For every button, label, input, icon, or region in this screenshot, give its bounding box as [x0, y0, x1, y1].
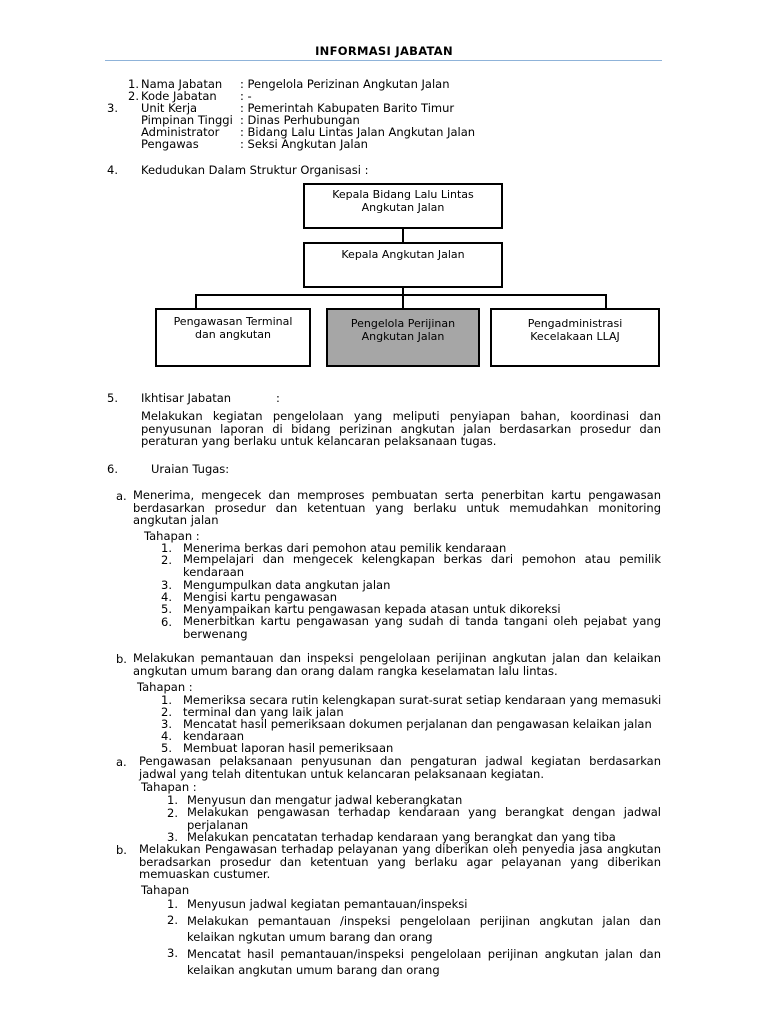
- task-a-step: Menerima berkas dari pemohon atau pemilik kendaraan: [183, 541, 507, 555]
- org-box-permit-manager: [326, 308, 480, 367]
- org-connector-horizontal: [195, 294, 607, 296]
- list-number: 5.: [161, 602, 172, 616]
- task-d-step: Menyusun jadwal kegiatan pemantauan/inspeksi: [187, 897, 468, 911]
- list-number: 1.: [161, 693, 172, 707]
- list-number: 3.: [161, 578, 172, 592]
- task-b-step: Membuat laporan hasil pemeriksaan: [183, 741, 394, 755]
- list-number: 3.: [167, 830, 178, 844]
- document-title: INFORMASI JABATAN: [315, 44, 453, 58]
- task-a-step: Mempelajari dan mengecek kelengkapan berkas dari pemohon atau pemilik kendaraan: [183, 552, 661, 579]
- section5-heading: Ikhtisar Jabatan: [141, 391, 232, 405]
- task-a-text: Menerima, mengecek dan memproses pembuatan serta penerbitan kartu pengawasan berdasarkan prosedur dan ketentuan yang berlaku untuk memudahkan monitoring angkutan jalan: [133, 488, 661, 527]
- org-box-head-line1: Kepala Bidang Lalu Lintas: [332, 188, 474, 201]
- org-box-mid-label: Kepala Angkutan Jalan: [341, 248, 465, 261]
- section5-colon: :: [276, 391, 280, 405]
- section5-number: 5.: [107, 391, 118, 405]
- org-box-head-of-transport: [303, 242, 503, 288]
- org-box-right-line1: Pengadministrasi: [527, 317, 623, 330]
- task-b-letter: b.: [116, 652, 127, 666]
- identity-value-3: : Pemerintah Kabupaten Barito Timur: [240, 101, 455, 115]
- org-box-left-line1: Pengawasan Terminal: [173, 315, 293, 328]
- org-box-accident-admin: [490, 308, 660, 367]
- identity-label-3: Unit Kerja: [141, 101, 198, 115]
- task-a-step: Mengisi kartu pengawasan: [183, 590, 338, 604]
- list-number: 2.: [167, 806, 178, 820]
- section4-number: 4.: [107, 163, 118, 177]
- org-box-center-line1: Pengelola Perijinan: [350, 317, 456, 330]
- task-b-text: Melakukan pemantauan dan inspeksi pengelolaan perijinan angkutan jalan dan kelaikan angkutan umum barang dan orang dalam rangka keselamatan lalu lintas.: [133, 651, 661, 678]
- task-b-step: terminal dan yang laik jalan: [183, 705, 344, 719]
- task-b-stage-label: Tahapan :: [137, 680, 193, 694]
- task-c-step: Melakukan pengawasan terhadap kendaraan yang berangkat dengan jadwal perjalanan: [187, 805, 661, 832]
- org-box-right-line2: Kecelakaan LLAJ: [530, 330, 620, 343]
- org-connector-right: [605, 294, 607, 309]
- task-d-letter: b.: [116, 843, 127, 857]
- list-number: 2.: [161, 553, 172, 567]
- identity-value-1: : Pengelola Perizinan Angkutan Jalan: [240, 77, 450, 91]
- org-box-left-line2: dan angkutan: [195, 328, 271, 341]
- org-box-terminal-supervision: [155, 308, 311, 367]
- identity-label-6: Pengawas: [141, 137, 199, 151]
- task-c-letter: a.: [116, 755, 127, 769]
- org-box-head-of-division: [303, 183, 503, 229]
- identity-label-5: Administrator: [141, 125, 220, 139]
- task-c-step: Menyusun dan mengatur jadwal keberangkatan: [187, 793, 463, 807]
- identity-label-2: Kode Jabatan: [141, 89, 217, 103]
- identity-num-2: 2.: [128, 89, 139, 103]
- list-number: 4.: [161, 729, 172, 743]
- identity-value-6: : Seksi Angkutan Jalan: [240, 137, 368, 151]
- identity-value-5: : Bidang Lalu Lintas Jalan Angkutan Jalan: [240, 125, 476, 139]
- list-number: 2.: [161, 705, 172, 719]
- section4-heading: Kedudukan Dalam Struktur Organisasi :: [141, 163, 369, 177]
- title-divider: [105, 60, 662, 61]
- task-d-text: Melakukan Pengawasan terhadap pelayanan yang diberikan oleh penyedia jasa angkutan beradsarkan prosedur dan ketentuan yang berlaku agar pelayanan yang diberikan memuaskan custumer.: [139, 842, 661, 881]
- org-box-head-line2: Angkutan Jalan: [361, 201, 445, 214]
- list-number: 4.: [161, 590, 172, 604]
- task-a-step: Menyampaikan kartu pengawasan kepada atasan untuk dikoreksi: [183, 602, 561, 616]
- task-b-step: Memeriksa secara rutin kelengkapan surat-surat setiap kendaraan yang memasuki: [183, 693, 662, 707]
- identity-label-1: Nama Jabatan: [141, 77, 223, 91]
- task-d-step: Melakukan pemantauan /inspeksi pengelolaan perijinan angkutan jalan dan kelaikan ngkutan umum barang dan orang: [187, 914, 661, 944]
- task-a-stage-label: Tahapan :: [144, 529, 200, 543]
- section6-heading: Uraian Tugas:: [151, 462, 230, 476]
- task-d-step: Mencatat hasil pemantauan/inspeksi pengelolaan perijinan angkutan jalan dan kelaikan angkutan umum barang dan orang: [187, 947, 661, 977]
- org-connector-left: [195, 294, 197, 309]
- list-number: 1.: [161, 541, 172, 555]
- list-number: 1.: [167, 897, 178, 911]
- list-number: 3.: [167, 946, 178, 960]
- identity-num-3: 3.: [107, 101, 118, 115]
- task-a-letter: a.: [116, 489, 127, 503]
- org-box-center-line2: Angkutan Jalan: [361, 330, 445, 343]
- identity-num-1: 1.: [128, 77, 139, 91]
- identity-value-4: : Dinas Perhubungan: [240, 113, 360, 127]
- task-a-step: Menerbitkan kartu pengawasan yang sudah di tanda tangani oleh pejabat yang berwenang: [183, 614, 661, 641]
- task-d-stage-label: Tahapan: [141, 883, 190, 897]
- task-c-step: Melakukan pencatatan terhadap kendaraan yang berangkat dan yang tiba: [187, 830, 616, 844]
- section6-number: 6.: [107, 462, 118, 476]
- identity-label-4: Pimpinan Tinggi: [141, 113, 233, 127]
- list-number: 3.: [161, 717, 172, 731]
- task-b-step: kendaraan: [183, 729, 245, 743]
- org-connector-top: [402, 229, 404, 242]
- task-a-step: Mengumpulkan data angkutan jalan: [183, 578, 391, 592]
- identity-value-2: : -: [240, 89, 252, 103]
- job-summary-text: Melakukan kegiatan pengelolaan yang meliputi penyiapan bahan, koordinasi dan penyusunan laporan di bidang perizinan angkutan jalan berdasarkan prosedur dan peraturan yang berlaku untuk kelancaran pelaksanaan tugas.: [141, 409, 661, 448]
- list-number: 2.: [167, 913, 178, 927]
- task-c-text: Pengawasan pelaksanaan penyusunan dan pengaturan jadwal kegiatan berdasarkan jadwal yang telah ditentukan untuk kelancaran pelaksanaan kegiatan.: [139, 754, 661, 781]
- task-c-stage-label: Tahapan :: [141, 780, 197, 794]
- org-connector-center: [402, 294, 404, 309]
- task-b-step: Mencatat hasil pemeriksaan dokumen perjalanan dan pengawasan kelaikan jalan: [183, 717, 652, 731]
- list-number: 5.: [161, 741, 172, 755]
- list-number: 6.: [161, 615, 172, 629]
- list-number: 1.: [167, 793, 178, 807]
